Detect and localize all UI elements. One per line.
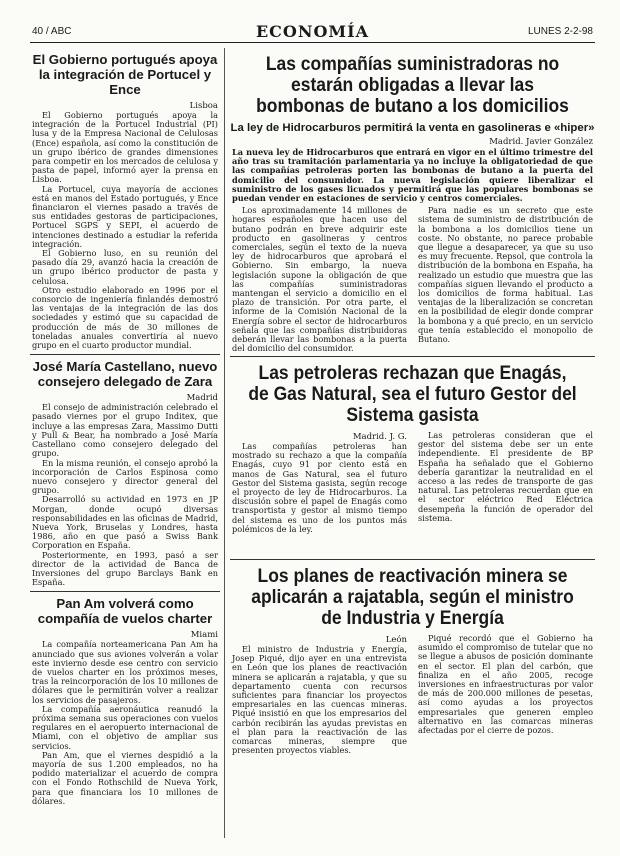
article-paragraph: El Gobierno portugués apoya la integración de la Portucel Industrial (PI) lusa y de la Empresa Nacional de Celulosas (Ence) española, así como la constitución de un grupo ibérico de grandes dimensiones para competir en los mercados de celulosa y pasta de papel, informó ayer la prensa en Lisboa.: [32, 110, 218, 185]
article-headline: Las compañías suministradoras no estarán obligadas a llevar las bombonas de butano a los domicilios: [256, 54, 569, 117]
article-castellano-zara: [30, 359, 220, 587]
page-header: [30, 18, 595, 43]
article-headline: Las petroleras rechazan que Enagás, de Gas Natural, sea el futuro Gestor del Sistema gasista: [248, 363, 577, 426]
article-dateline: Lisboa: [189, 101, 218, 111]
article-dateline: Madrid. Javier González: [489, 137, 593, 147]
article-paragraph: Piqué recordó que el Gobierno ha asumido el compromiso de tutelar que no se llegue a abusos de posición dominante en el sector. El plan del carbón, que finaliza en el año 2005, recoge inversiones en infraestructuras por valor de más de 200.000 millones de pesetas, así como ayudas a los proyectos empresariales que generen empleo alternativo en las comarcas mineras afectadas por el cierre de pozos.: [418, 633, 593, 736]
article-dateline: Madrid: [186, 393, 218, 404]
article-paragraph: El ministro de Industria y Energía, Josep Piqué, dijo ayer en una entrevista en León que los planes de reactivación minera se aplicarán a rajatabla, y que su departamento cuenta con recursos suficientes para financiar los proyectos empresariales en las cuencas mineras. Piqué insistió en que los empresarios del carbón recibirán las ayudas previstas en el plan para la reactivación de las comarcas mineras, siempre que presenten proyectos viables.: [232, 644, 407, 756]
article-paragraph: Las petroleras consideran que el gestor del sistema debe ser un ente independiente. El presidente de BP España ha señalado que el Gobierno debería garantizar la neutralidad en el acceso a las redes de transporte de gas natural. Las petroleras recuerdan que en el sector eléctrico Red Eléctrica desempeña la función de operador del sistema.: [418, 430, 593, 523]
article-butano: [230, 54, 595, 354]
article-headline: Pan Am volverá como compañía de vuelos charter: [37, 596, 213, 627]
article-subheadline: La ley de Hidrocarburos permitirá la venta en gasolineras e «hiper»: [230, 122, 595, 134]
article-separator: [30, 591, 220, 592]
article-columns: [230, 206, 595, 353]
article-paragraph: Las compañías petroleras han mostrado su rechazo a que la compañía Enagás, cuyo 91 por ciento está en manos de Gas Natural, sea el futuro Gestor del Sistema gasista, según recoge el proyecto de ley de Hidrocarburos. La discusión sobre el papel de Enagás como transportista y gestor al mismo tiempo del sistema es uno de los puntos más polémicos de la ley.: [232, 441, 407, 534]
article-dateline: Miami: [190, 630, 218, 641]
article-paragraph: Otro estudio elaborado en 1996 por el consorcio de ingeniería finlandés demostró las ventajas de la integración de las dos sociedades y estimó que su capacidad de producción de más de 30 millones de toneladas anuales convertiría al nuevo grupo en el cuarto productor mundial.: [32, 284, 218, 351]
left-column: [30, 48, 220, 838]
article-headline: El Gobierno portugués apoya la integración de Portucel y Ence: [32, 52, 218, 97]
article-dateline: León: [385, 635, 407, 645]
article-paragraph: La compañía norteamericana Pan Am ha anunciado que sus aviones volverán a volar este invierno desde ese centro con servicio de vuelos charter en los próximos meses, tras la reincorporación de los 10 millones de dólares que le permitirán volver a realizar los servicios de pasajeros.: [32, 639, 218, 705]
article-headline: José María Castellano, nuevo consejero delegado de Zara: [32, 359, 218, 390]
article-pan-am: [30, 596, 220, 806]
article-paragraph: La compañía aeronáutica reanudó la próxima semana sus operaciones con vuelos regulares en el aeropuerto internacional de Miami, con el objetivo de ampliar sus servicios.: [32, 703, 218, 751]
section-title: ECONOMÍA: [255, 22, 370, 41]
issue-date: LUNES 2-2-98: [527, 26, 593, 37]
article-paragraph: El Gobierno luso, en su reunión del pasado día 29, avanzó hacia la creación de un grupo ibérico productor de pasta y celulosa.: [32, 248, 218, 286]
article-columns: [230, 634, 595, 755]
article-paragraph: Los aproximadamente 14 millones de hogares españoles que hacen uso del butano podrán en breve adquirir este producto en gasolineras y centros comerciales, según el texto de la nueva ley de hidrocarburos que aprobará el Gobierno. Sin embargo, la nueva legislación supone la obligación de que las compañías suministradoras mantengan el servicio a domicilio en el plazo de transición. Por otra parte, el informe de la Comisión Nacional de la Energía sobre el sector de hidrocarburos señala que las compañías distribuidoras deberán llevar las bombonas a la puerta del domicilio del consumidor.: [232, 205, 407, 354]
article-enagas: [230, 363, 595, 553]
page-number: 40 / ABC: [32, 26, 72, 37]
article-lead: La nueva ley de Hidrocarburos que entrará en vigor en el último trimestre del año tras su tramitación parlamentaria ya no incluye la obligatoriedad de que las compañías petroleras porten las bombonas de butano a la puerta del domicilio del consumidor. La nueva legislación quiere liberalizar el suministro de los gases licuados y permitirá que las populares bombonas se puedan vender en estaciones de servicio y centros comerciales.: [232, 147, 593, 204]
article-paragraph: Desarrolló su actividad en 1973 en JP Morgan, donde ocupó diversas responsabilidades en las oficinas de Madrid, Nueva York, Bruselas y Londres, hasta 1986, año en que pasó a Swiss Bank Corporation en España.: [32, 494, 218, 551]
right-area: [230, 48, 595, 838]
article-headline: Los planes de reactivación minera se aplicarán a rajatabla, según el ministro de Industria y Energía: [251, 566, 574, 629]
column-divider: [224, 48, 225, 838]
article-separator: [30, 354, 220, 355]
article-paragraph: Posteriormente, en 1993, pasó a ser director de la actividad de Banca de Inversiones del grupo Barclays Bank en España.: [32, 549, 218, 588]
article-paragraph: Para nadie es un secreto que este sistema de suministro de distribución de la bombona a los domicilios tiene un coste. No obstante, no parece probable que llegue a desaparecer, ya que su uso es muy frecuente. Repsol, que controla la distribución de la bombona en España, ha realizado un estudio que muestra que las compañías siguen llevando el producto a los domicilios de forma habitual. Las ventajas de la liberalización se concretan en la posibilidad de elegir donde comprar la bombona y a qué precio, en un servicio que tenía establecido el monopolio de Butano.: [418, 205, 593, 345]
article-portucel-ence: [30, 52, 220, 350]
article-paragraph: El consejo de administración celebrado el pasado viernes por el grupo Inditex, que incluye a las empresas Zara, Massimo Dutti y Pull & Bear, ha nombrado a José María Castellano como consejero delegado del grupo.: [32, 402, 218, 459]
article-separator: [230, 559, 595, 560]
article-paragraph: Pan Am, que el viernes despidió a la mayoría de sus 1.200 empleados, no ha podido materializar el acuerdo de compra con el Fondo Rothschild de Nueva York, para que financiara los 10 millones de dólares.: [32, 749, 218, 806]
article-mineria: [230, 566, 595, 856]
article-dateline: Madrid. J. G.: [352, 432, 407, 442]
article-paragraph: La Portucel, cuya mayoría de acciones está en manos del Estado portugués, y Ence financiaron el viernes pasado a través de sus entidades gestoras de participaciones, Portucel SGPS y SEPI, el acuerdo de intenciones destinado a estudiar la referida integración.: [32, 183, 218, 249]
article-separator: [230, 356, 595, 357]
article-paragraph: En la misma reunión, el consejo aprobó la incorporación de Carlos Espinosa como nuevo consejero y director general del grupo.: [32, 457, 218, 496]
article-columns: [230, 431, 595, 534]
